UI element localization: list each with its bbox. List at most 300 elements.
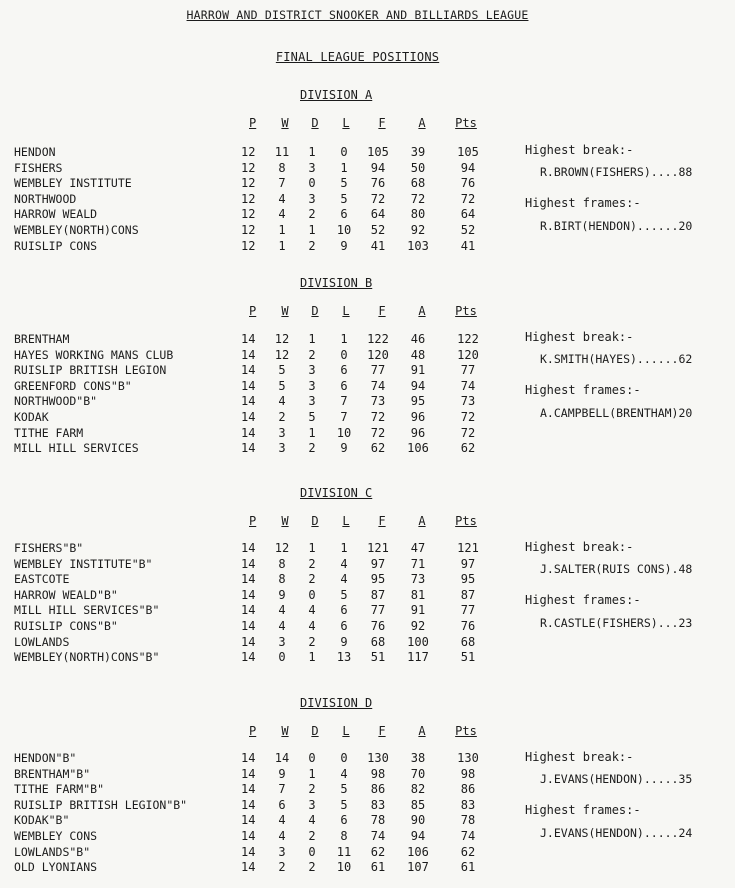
stat-l: 9 <box>340 441 348 456</box>
stat-w: 4 <box>278 394 286 409</box>
stat-a: 80 <box>410 207 426 222</box>
stat-l: 0 <box>340 751 348 765</box>
stat-d: 2 <box>308 441 316 456</box>
stat-l: 1 <box>340 332 348 346</box>
team-name: OLD LYONIANS <box>14 860 98 875</box>
stat-d: 2 <box>308 556 316 571</box>
stat-w: 4 <box>278 207 286 222</box>
stat-d: 4 <box>308 813 316 828</box>
stat-pts: 72 <box>460 191 476 206</box>
stat-w: 8 <box>278 572 286 587</box>
stat-a: 106 <box>407 441 429 456</box>
stat-p: 14 <box>241 410 256 424</box>
stat-p: 14 <box>241 751 256 765</box>
column-header-d: D <box>311 514 319 528</box>
division-section <box>0 88 735 278</box>
stat-f: 62 <box>370 441 386 456</box>
team-name: RUISLIP BRITISH LEGION"B" <box>14 797 188 812</box>
column-header-a: A <box>418 304 426 318</box>
stat-f: 51 <box>370 650 386 665</box>
stat-a: 81 <box>410 587 426 602</box>
team-name: NORTHWOOD <box>14 191 77 206</box>
stat-pts: 41 <box>460 238 476 253</box>
stat-l: 5 <box>340 587 348 602</box>
stat-a: 47 <box>410 541 426 555</box>
stat-d: 2 <box>308 782 316 797</box>
column-header-w: W <box>281 514 289 528</box>
stat-d: 2 <box>308 238 316 253</box>
stat-l: 4 <box>340 766 348 781</box>
stat-f: 72 <box>370 191 386 206</box>
column-header-pts: Pts <box>455 724 477 738</box>
stat-pts: 121 <box>457 541 479 555</box>
stat-f: 77 <box>370 363 386 378</box>
stat-p: 14 <box>241 572 256 587</box>
stat-w: 1 <box>278 223 286 237</box>
stat-w: 8 <box>278 556 286 571</box>
team-name: HAYES WORKING MANS CLUB <box>14 347 174 362</box>
table-row <box>0 650 735 666</box>
stat-pts: 64 <box>460 207 476 222</box>
team-name: FISHERS <box>14 160 63 175</box>
stat-d: 3 <box>308 191 316 206</box>
stat-pts: 130 <box>457 751 479 765</box>
team-name: HARROW WEALD <box>14 207 98 222</box>
stat-w: 8 <box>278 160 286 175</box>
stat-pts: 105 <box>457 145 479 159</box>
stat-pts: 74 <box>460 829 476 843</box>
table-row <box>0 845 735 861</box>
stat-pts: 72 <box>460 425 476 440</box>
stat-p: 12 <box>241 223 256 237</box>
stat-p: 14 <box>241 813 256 828</box>
stat-f: 61 <box>370 860 386 875</box>
stat-l: 5 <box>340 782 348 797</box>
team-name: HARROW WEALD"B" <box>14 587 118 602</box>
stat-p: 14 <box>241 363 256 378</box>
division-title: DIVISION D <box>300 696 373 710</box>
stat-a: 82 <box>410 782 426 797</box>
stat-pts: 95 <box>460 572 476 587</box>
stat-w: 12 <box>274 347 290 362</box>
highest-frames-value: R.BIRT(HENDON)......20 <box>540 219 693 233</box>
team-name: WEMBLEY CONS <box>14 829 98 843</box>
team-name: EASTCOTE <box>14 572 70 587</box>
stat-d: 1 <box>308 425 316 440</box>
stat-d: 3 <box>308 160 316 175</box>
stat-l: 4 <box>340 572 348 587</box>
column-header-p: P <box>249 724 257 738</box>
stat-w: 3 <box>278 425 286 440</box>
stat-p: 14 <box>241 634 256 649</box>
stat-a: 46 <box>410 332 426 346</box>
stat-f: 72 <box>370 425 386 440</box>
division-section <box>0 486 735 676</box>
stat-l: 1 <box>340 160 348 175</box>
stat-f: 52 <box>370 223 386 237</box>
stat-l: 10 <box>336 860 352 875</box>
stat-w: 7 <box>278 782 286 797</box>
page-subtitle: FINAL LEAGUE POSITIONS <box>275 50 440 64</box>
team-name: RUISLIP BRITISH LEGION <box>14 363 167 378</box>
stat-p: 14 <box>241 347 256 362</box>
highest-frames-label: Highest frames:- <box>525 803 641 817</box>
stat-pts: 62 <box>460 844 476 859</box>
stat-p: 14 <box>241 844 256 859</box>
column-header-l: L <box>342 724 350 738</box>
stat-pts: 52 <box>460 223 476 237</box>
stat-l: 10 <box>336 223 352 237</box>
stat-w: 2 <box>278 410 286 424</box>
stat-a: 96 <box>410 425 426 440</box>
stat-p: 14 <box>241 587 256 602</box>
stat-f: 73 <box>370 394 386 409</box>
stat-pts: 77 <box>460 603 476 618</box>
table-row <box>0 441 735 457</box>
column-header-a: A <box>418 116 426 130</box>
stat-f: 120 <box>367 347 389 362</box>
stat-w: 3 <box>278 441 286 456</box>
stat-l: 7 <box>340 394 348 409</box>
column-header-pts: Pts <box>455 304 477 318</box>
stat-pts: 61 <box>460 860 476 875</box>
division-section <box>0 696 735 886</box>
stat-a: 92 <box>410 223 426 237</box>
team-name: TITHE FARM <box>14 425 84 440</box>
table-row <box>0 635 735 651</box>
stat-f: 78 <box>370 813 386 828</box>
stat-pts: 78 <box>460 813 476 828</box>
stat-d: 2 <box>308 207 316 222</box>
stat-p: 14 <box>241 425 256 440</box>
highest-break-value: R.BROWN(FISHERS)....88 <box>540 165 693 179</box>
stat-p: 12 <box>241 207 256 222</box>
stat-l: 4 <box>340 556 348 571</box>
stat-d: 0 <box>308 844 316 859</box>
stat-a: 94 <box>410 829 426 843</box>
highest-break-value: J.SALTER(RUIS CONS).48 <box>540 562 693 576</box>
highest-break-label: Highest break:- <box>525 143 634 157</box>
stat-a: 103 <box>407 238 429 253</box>
stat-a: 38 <box>410 751 426 765</box>
stat-w: 1 <box>278 238 286 253</box>
stat-a: 85 <box>410 797 426 812</box>
column-header-f: F <box>378 724 386 738</box>
stat-pts: 77 <box>460 363 476 378</box>
stat-p: 14 <box>241 619 256 633</box>
stat-d: 2 <box>308 572 316 587</box>
league-title: HARROW AND DISTRICT SNOOKER AND BILLIARDS LEAGUE <box>186 8 529 22</box>
stat-l: 1 <box>340 541 348 555</box>
stat-l: 11 <box>336 844 352 859</box>
column-header-l: L <box>342 116 350 130</box>
team-name: RUISLIP CONS"B" <box>14 619 118 633</box>
stat-p: 12 <box>241 176 256 191</box>
stat-pts: 74 <box>460 378 476 393</box>
team-name: BRENTHAM <box>14 332 70 346</box>
stat-p: 14 <box>241 650 256 665</box>
stat-pts: 76 <box>460 619 476 633</box>
division-title: DIVISION B <box>300 276 373 290</box>
stat-d: 1 <box>308 223 316 237</box>
stat-a: 94 <box>410 378 426 393</box>
stat-pts: 83 <box>460 797 476 812</box>
stat-a: 91 <box>410 603 426 618</box>
highest-break-value: K.SMITH(HAYES)......62 <box>540 352 693 366</box>
stat-w: 5 <box>278 363 286 378</box>
stat-a: 39 <box>410 145 426 159</box>
stat-pts: 68 <box>460 634 476 649</box>
stat-d: 2 <box>308 829 316 843</box>
stat-w: 9 <box>278 766 286 781</box>
highest-break-label: Highest break:- <box>525 750 634 764</box>
stat-f: 121 <box>367 541 389 555</box>
stat-f: 64 <box>370 207 386 222</box>
stat-w: 14 <box>274 751 290 765</box>
stat-d: 4 <box>308 603 316 618</box>
stat-f: 130 <box>367 751 389 765</box>
stat-a: 72 <box>410 191 426 206</box>
stat-w: 4 <box>278 829 286 843</box>
stat-l: 10 <box>336 425 352 440</box>
stat-f: 97 <box>370 556 386 571</box>
stat-d: 5 <box>308 410 316 424</box>
column-header-pts: Pts <box>455 514 477 528</box>
team-name: WEMBLEY(NORTH)CONS <box>14 223 139 237</box>
stat-p: 12 <box>241 145 256 159</box>
team-name: WEMBLEY INSTITUTE <box>14 176 132 191</box>
stat-a: 92 <box>410 619 426 633</box>
stat-d: 1 <box>308 766 316 781</box>
stat-a: 106 <box>407 844 429 859</box>
highest-frames-label: Highest frames:- <box>525 383 641 397</box>
stat-p: 14 <box>241 603 256 618</box>
stat-w: 2 <box>278 860 286 875</box>
stat-a: 117 <box>407 650 429 665</box>
stat-pts: 122 <box>457 332 479 346</box>
stat-f: 122 <box>367 332 389 346</box>
stat-f: 74 <box>370 378 386 393</box>
stat-a: 71 <box>410 556 426 571</box>
stat-p: 14 <box>241 797 256 812</box>
team-name: FISHERS"B" <box>14 541 84 555</box>
stat-pts: 97 <box>460 556 476 571</box>
table-row <box>0 426 735 442</box>
column-header-l: L <box>342 304 350 318</box>
stat-w: 12 <box>274 332 290 346</box>
stat-w: 7 <box>278 176 286 191</box>
stat-pts: 120 <box>457 347 479 362</box>
team-name: WEMBLEY INSTITUTE"B" <box>14 556 153 571</box>
stat-p: 14 <box>241 860 256 875</box>
stat-l: 6 <box>340 207 348 222</box>
stat-p: 14 <box>241 441 256 456</box>
team-name: WEMBLEY(NORTH)CONS"B" <box>14 650 160 665</box>
stat-p: 14 <box>241 378 256 393</box>
stat-l: 5 <box>340 191 348 206</box>
stat-w: 9 <box>278 587 286 602</box>
stat-p: 14 <box>241 332 256 346</box>
stat-f: 95 <box>370 572 386 587</box>
stat-f: 76 <box>370 176 386 191</box>
stat-f: 87 <box>370 587 386 602</box>
column-header-d: D <box>311 724 319 738</box>
stat-a: 100 <box>407 634 429 649</box>
stat-l: 6 <box>340 363 348 378</box>
column-header-pts: Pts <box>455 116 477 130</box>
highest-frames-value: R.CASTLE(FISHERS)...23 <box>540 616 693 630</box>
stat-l: 0 <box>340 145 348 159</box>
team-name: MILL HILL SERVICES <box>14 441 139 456</box>
highest-break-label: Highest break:- <box>525 330 634 344</box>
stat-p: 14 <box>241 556 256 571</box>
stat-pts: 51 <box>460 650 476 665</box>
column-header-a: A <box>418 514 426 528</box>
stat-pts: 72 <box>460 410 476 424</box>
stat-w: 5 <box>278 378 286 393</box>
stat-d: 2 <box>308 860 316 875</box>
stat-w: 3 <box>278 844 286 859</box>
stat-p: 12 <box>241 191 256 206</box>
stat-d: 2 <box>308 347 316 362</box>
column-header-l: L <box>342 514 350 528</box>
stat-p: 14 <box>241 541 256 555</box>
stat-d: 1 <box>308 145 316 159</box>
team-name: NORTHWOOD"B" <box>14 394 98 409</box>
stat-l: 6 <box>340 619 348 633</box>
team-name: GREENFORD CONS"B" <box>14 378 132 393</box>
stat-a: 107 <box>407 860 429 875</box>
column-header-d: D <box>311 116 319 130</box>
stat-pts: 76 <box>460 176 476 191</box>
stat-l: 7 <box>340 410 348 424</box>
team-name: LOWLANDS"B" <box>14 844 91 859</box>
stat-a: 68 <box>410 176 426 191</box>
stat-d: 0 <box>308 176 316 191</box>
stat-l: 0 <box>340 347 348 362</box>
column-header-f: F <box>378 514 386 528</box>
stat-w: 0 <box>278 650 286 665</box>
team-name: KODAK <box>14 410 49 424</box>
highest-frames-label: Highest frames:- <box>525 593 641 607</box>
stat-w: 4 <box>278 603 286 618</box>
team-name: KODAK"B" <box>14 813 70 828</box>
division-title: DIVISION A <box>300 88 373 102</box>
stat-f: 76 <box>370 619 386 633</box>
highest-frames-value: A.CAMPBELL(BRENTHAM)20 <box>540 406 693 420</box>
stat-f: 77 <box>370 603 386 618</box>
stat-f: 41 <box>370 238 386 253</box>
stat-a: 73 <box>410 572 426 587</box>
stat-l: 8 <box>340 829 348 843</box>
stat-pts: 94 <box>460 160 476 175</box>
highest-frames-value: J.EVANS(HENDON).....24 <box>540 826 693 840</box>
stat-l: 9 <box>340 238 348 253</box>
stat-d: 4 <box>308 619 316 633</box>
column-header-p: P <box>249 304 257 318</box>
stat-a: 50 <box>410 160 426 175</box>
stat-f: 86 <box>370 782 386 797</box>
stat-l: 13 <box>336 650 352 665</box>
stat-f: 72 <box>370 410 386 424</box>
stat-w: 12 <box>274 541 290 555</box>
stat-pts: 98 <box>460 766 476 781</box>
team-name: BRENTHAM"B" <box>14 766 91 781</box>
stat-d: 1 <box>308 541 316 555</box>
stat-pts: 62 <box>460 441 476 456</box>
stat-d: 3 <box>308 797 316 812</box>
stat-p: 14 <box>241 829 256 843</box>
stat-f: 74 <box>370 829 386 843</box>
team-name: HENDON"B" <box>14 751 77 765</box>
highest-break-value: J.EVANS(HENDON).....35 <box>540 772 693 786</box>
stat-l: 6 <box>340 813 348 828</box>
team-name: TITHE FARM"B" <box>14 782 105 797</box>
stat-pts: 73 <box>460 394 476 409</box>
stat-a: 95 <box>410 394 426 409</box>
stat-w: 6 <box>278 797 286 812</box>
stat-w: 4 <box>278 191 286 206</box>
stat-w: 11 <box>274 145 290 159</box>
stat-pts: 86 <box>460 782 476 797</box>
column-header-w: W <box>281 116 289 130</box>
stat-a: 48 <box>410 347 426 362</box>
stat-d: 1 <box>308 332 316 346</box>
column-header-w: W <box>281 724 289 738</box>
stat-l: 6 <box>340 378 348 393</box>
column-header-w: W <box>281 304 289 318</box>
stat-f: 83 <box>370 797 386 812</box>
column-header-p: P <box>249 514 257 528</box>
stat-p: 12 <box>241 160 256 175</box>
highest-break-label: Highest break:- <box>525 540 634 554</box>
stat-a: 70 <box>410 766 426 781</box>
team-name: MILL HILL SERVICES"B" <box>14 603 160 618</box>
stat-d: 3 <box>308 363 316 378</box>
stat-d: 0 <box>308 587 316 602</box>
stat-w: 3 <box>278 634 286 649</box>
stat-p: 12 <box>241 238 256 253</box>
stat-l: 5 <box>340 797 348 812</box>
stat-l: 6 <box>340 603 348 618</box>
stat-p: 14 <box>241 394 256 409</box>
stat-f: 94 <box>370 160 386 175</box>
team-name: HENDON <box>14 145 56 159</box>
stat-f: 68 <box>370 634 386 649</box>
column-header-a: A <box>418 724 426 738</box>
table-row <box>0 239 735 255</box>
stat-d: 0 <box>308 751 316 765</box>
stat-d: 1 <box>308 650 316 665</box>
highest-frames-label: Highest frames:- <box>525 196 641 210</box>
stat-f: 62 <box>370 844 386 859</box>
team-name: LOWLANDS <box>14 634 70 649</box>
stat-p: 14 <box>241 782 256 797</box>
stat-f: 105 <box>367 145 389 159</box>
table-row <box>0 860 735 876</box>
stat-a: 91 <box>410 363 426 378</box>
column-header-f: F <box>378 116 386 130</box>
stat-a: 90 <box>410 813 426 828</box>
stat-w: 4 <box>278 619 286 633</box>
stat-d: 3 <box>308 378 316 393</box>
column-header-f: F <box>378 304 386 318</box>
stat-l: 5 <box>340 176 348 191</box>
stat-l: 9 <box>340 634 348 649</box>
division-title: DIVISION C <box>300 486 373 500</box>
column-header-d: D <box>311 304 319 318</box>
stat-d: 2 <box>308 634 316 649</box>
